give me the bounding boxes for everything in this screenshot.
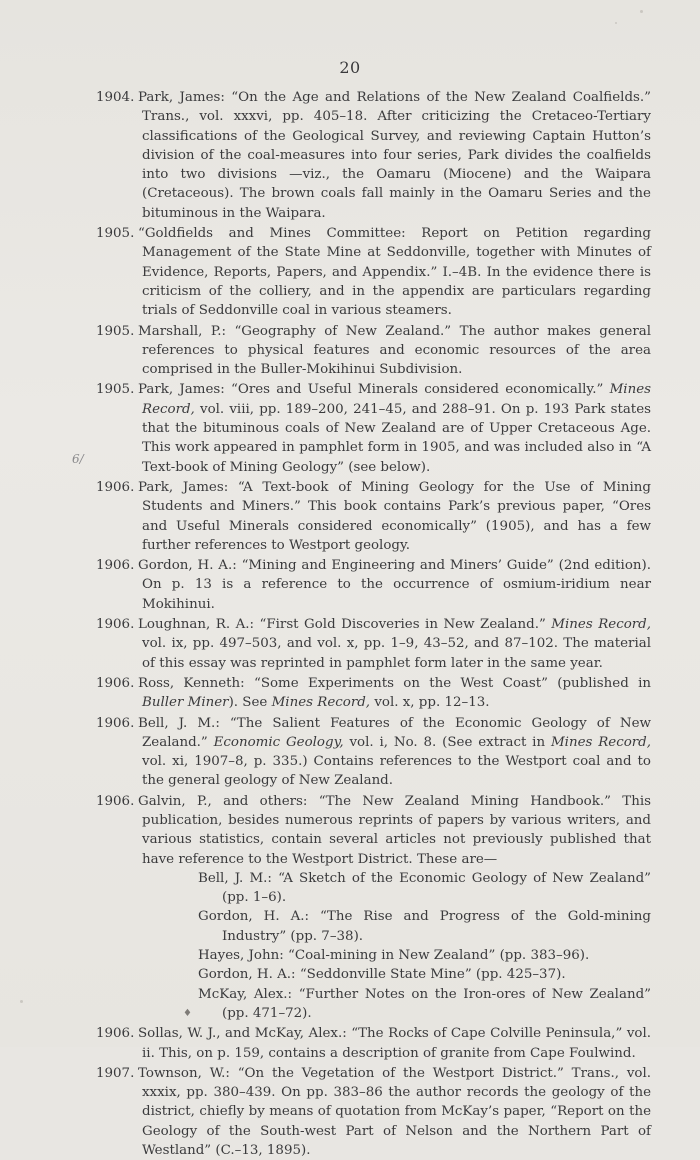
bibliography-entry: 1906. Galvin, P., and others: “The New Zealand Mining Handbook.” This publication, besides numerous reprints of papers by various writers, and various statistics, contain several articles not previously published that have reference to the Westport District. These are— Bell, J. M.: “A Sketch of the Economic Geology of New Zealand” (pp. 1–6). Gordon, H. A.: “The Rise and Progress of the Gold-mining Industry” (pp. 7–38). Hayes, John: “Coal-mining in New Zealand” (pp. 383–96). Gordon, H. A.: “Seddonville State Mine” (pp. 425–37). McKay, Alex.: “Further Notes on the Iron-ores of New Zealand” (pp. 471–72).	[96, 792, 651, 1024]
bibliography-entry: 1905. “Goldfields and Mines Committee: Report on Petition regarding Management of the State Mine at Seddonville, together with Minutes of Evidence, Reports, Papers, and Appendix.” I.–4B. In the evidence there is criticism of the colliery, and in the appendix are particulars regarding trials of Seddonville coal in various steamers.	[96, 226, 651, 319]
sub-list-item: Gordon, H. A.: “Seddonville State Mine” (pp. 425–37).	[198, 967, 566, 983]
bibliography-entry: 1906. Sollas, W. J., and McKay, Alex.: “The Rocks of Cape Colville Peninsula,” vol. ii. This, on p. 159, contains a description of granite from Cape Foulwind.	[96, 1026, 651, 1061]
bibliography-entry: 1906. Gordon, H. A.: “Mining and Engineering and Miners’ Guide” (2nd edition). On p. 13 is a reference to the occurrence of osmium-iridium near Mokihinui.	[96, 558, 651, 612]
page-number: 20	[339, 58, 361, 77]
paper-speck	[20, 1000, 23, 1003]
bibliography-entry: 1905. Park, James: “Ores and Useful Minerals considered economically.” Mines Record, vol. viii, pp. 189–200, 241–45, and 288–91. On p. 193 Park states that the bituminous coals of New Zealand are of Upper Cretaceous Age. This work appeared in pamphlet form in 1905, and was included also in “A Text-book of Mining Geology” (see below).	[96, 382, 651, 475]
ornament-mark: ♦	[183, 1008, 192, 1019]
paper-speck	[615, 22, 617, 24]
sub-list-item: Bell, J. M.: “A Sketch of the Economic Geology of New Zealand” (pp. 1–6).	[198, 870, 651, 906]
margin-note: 6/	[72, 452, 84, 466]
bibliography-entry: 1906. Loughnan, R. A.: “First Gold Discoveries in New Zealand.” Mines Record, vol. ix, pp. 497–503, and vol. x, pp. 1–9, 43–52, and 87–102. The material of this essay was reprinted in pamphlet form later in the same year.	[96, 617, 651, 671]
bibliography-entry: 1907. Townson, W.: “On the Vegetation of the Westport District.” Trans., vol. xxxix, pp. 380–439. On pp. 383–86 the author records the geology of the district, chiefly by means of quotation from McKay’s paper, “Report on the Geology of the South-west Part of Nelson and the Northern Part of Westland” (C.–13, 1895).	[96, 1065, 651, 1159]
bibliography-entry: 1905. Marshall, P.: “Geography of New Zealand.” The author makes general references to physical features and economic resources of the area comprised in the Buller-Mokihinui Subdivision.	[96, 323, 651, 378]
bibliography-entry: 1906. Ross, Kenneth: “Some Experiments on the West Coast” (published in Buller Miner). See Mines Record, vol. x, pp. 12–13.	[96, 675, 651, 711]
sub-list-item: Gordon, H. A.: “The Rise and Progress of the Gold-mining Industry” (pp. 7–38).	[198, 909, 651, 944]
sub-list-item: Hayes, John: “Coal-mining in New Zealand” (pp. 383–96).	[198, 948, 590, 964]
bibliography-entry: 1906. Park, James: “A Text-book of Mining Geology for the Use of Mining Students and Miners.” This book contains Park’s previous paper, “Ores and Useful Minerals considered economically” (1905), and has a few further references to Westport geology.	[96, 479, 651, 553]
bibliography-entry: 1906. Bell, J. M.: “The Salient Features of the Economic Geology of New Zealand.” Economic Geology, vol. i, No. 8. (See extract in Mines Record, vol. xi, 1907–8, p. 335.) Contains references to the Westport coal and to the general geology of New Zealand.	[96, 715, 652, 789]
bibliography-entry: 1904. Park, James: “On the Age and Relations of the New Zealand Coalfields.” Trans., vol. xxxvi, pp. 405–18. After criticizing the Cretaceo-Tertiary classifications of the Geological Survey, and reviewing Captain Hutton’s division of the coal-measures into four series, Park divides the coalfields into two divisions —viz., the Oamaru (Miocene) and the Waipara (Cretaceous). The brown coals fall mainly in the Oamaru Series and the bituminous in the Waipara.	[96, 90, 651, 221]
sub-list	[198, 869, 651, 1023]
bibliography-list	[96, 88, 651, 1160]
sub-list-item: McKay, Alex.: “Further Notes on the Iron-ores of New Zealand” (pp. 471–72).	[198, 986, 651, 1021]
paper-speck	[640, 10, 643, 13]
